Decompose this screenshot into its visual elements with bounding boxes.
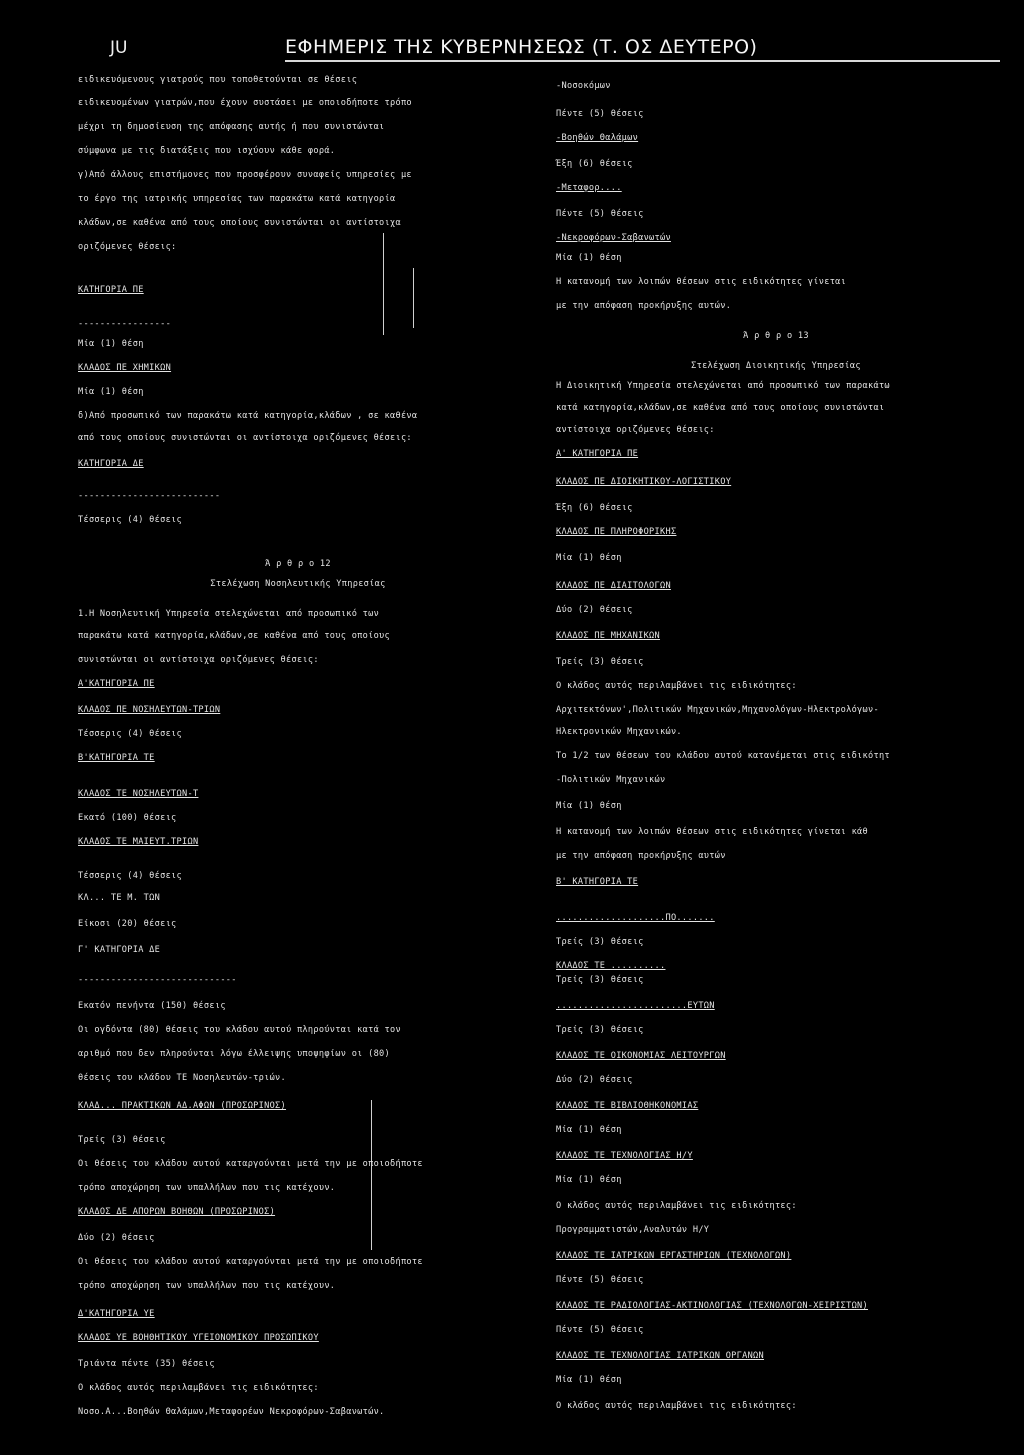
text-line: -Πολιτικών Μηχανικών	[556, 775, 666, 785]
branch-heading: ΚΛΑΔΟΣ ΤΕ ΡΑΔΙΟΛΟΓΙΑΣ-ΑΚΤΙΝΟΛΟΓΙΑΣ (ΤΕΧΝΟΛΟΓΩΝ-ΧΕΙΡΙΣΤΩΝ)	[556, 1301, 869, 1311]
text-line: 1.Η Νοσηλευτική Υπηρεσία στελεχώνεται από προσωπικό των	[78, 609, 380, 619]
margin-mark	[413, 268, 414, 328]
text-line: -Νοσοκόμων	[556, 81, 611, 91]
text-line: δ)Από προσωπικό των παρακάτω κατά κατηγορία,κλάδων , σε καθένα	[78, 411, 418, 421]
text-line: μέχρι τη δημοσίευση της απόφασης αυτής ή που συνιστώνται	[78, 122, 385, 132]
text-line: Τρείς (3) θέσεις	[78, 1135, 166, 1145]
text-line: Εκατό (100) θέσεις	[78, 813, 177, 823]
branch-heading: ΚΛΑΔΟΣ ΤΕ ΜΑΙΕΥΤ.ΤΡΙΩΝ	[78, 837, 199, 847]
text-line: Μία (1) θέση	[556, 253, 622, 263]
text-line: Τρείς (3) θέσεις	[556, 657, 644, 667]
text-line: Οι θέσεις του κλάδου αυτού καταργούνται μετά την με οποιοδήποτε	[78, 1159, 423, 1169]
text-line: Τέσσερις (4) θέσεις	[78, 515, 183, 525]
text-line: Προγραμματιστών,Αναλυτών Η/Υ	[556, 1225, 710, 1235]
text-line: Το 1/2 των θέσεων του κλάδου αυτού κατανέμεται στις ειδικότητ	[556, 751, 890, 761]
page-header	[0, 34, 1024, 64]
text-line: Μία (1) θέση	[556, 801, 622, 811]
text-line: Πέντε (5) θέσεις	[556, 209, 644, 219]
branch-heading: ΚΛΑΔΟΣ ΥΕ ΒΟΗΘΗΤΙΚΟΥ ΥΓΕΙΟΝΟΜΙΚΟΥ ΠΡΟΣΩΠΙΚΟΥ	[78, 1333, 319, 1343]
article-heading: Ά ρ θ ρ ο 13	[743, 331, 809, 341]
text-line: ειδικευομένων γιατρών,που έχουν συστάσει με οποιοδήποτε τρόπο	[78, 98, 412, 108]
text-line: κατά κατηγορία,κλάδων,σε καθένα από τους οποίους συνιστώνται	[556, 403, 885, 413]
text-line: αντίστοιχα οριζόμενες θέσεις:	[556, 425, 715, 435]
text-line: Εκατόν πενήντα (150) θέσεις	[78, 1001, 226, 1011]
text-line: Μία (1) θέση	[556, 553, 622, 563]
category-heading: Α' ΚΑΤΗΓΟΡΙΑ ΠΕ	[556, 449, 639, 459]
text-line: Τέσσερις (4) θέσεις	[78, 729, 183, 739]
text-line: Πέντε (5) θέσεις	[556, 1325, 644, 1335]
category-heading: ΚΑΤΗΓΟΡΙΑ ΠΕ	[78, 285, 144, 295]
branch-heading: ΚΛΑΔΟΣ ΤΕ ..........	[556, 961, 666, 971]
category-heading: Γ' ΚΑΤΗΓΟΡΙΑ ΔΕ	[78, 945, 161, 955]
branch-heading: ΚΛΑΔΟΣ ΠΕ ΔΙΟΙΚΗΤΙΚΟΥ-ΛΟΓΙΣΤΙΚΟΥ	[556, 477, 732, 487]
branch-heading: ΚΛΑΔΟΣ ΠΕ ΝΟΣΗΛΕΥΤΩΝ-ΤΡΙΩΝ	[78, 705, 221, 715]
specialty-heading: -Μεταφορ....	[556, 183, 622, 193]
branch-heading: ........................ΕΥΤΩΝ	[556, 1001, 715, 1011]
text-line: Ο κλάδος αυτός περιλαμβάνει τις ειδικότητες:	[556, 1401, 797, 1411]
text-line: Τρείς (3) θέσεις	[556, 975, 644, 985]
text-line: Μία (1) θέση	[78, 339, 144, 349]
text-line: Είκοσι (20) θέσεις	[78, 919, 177, 929]
text-line: Μία (1) θέση	[556, 1375, 622, 1385]
branch-heading: ΚΛΑΔΟΣ ΤΕ ΤΕΧΝΟΛΟΓΙΑΣ Η/Υ	[556, 1151, 693, 1161]
branch-heading: ΚΛΑΔΟΣ ΤΕ ΝΟΣΗΛΕΥΤΩΝ-Τ	[78, 789, 199, 799]
text-line: Τρείς (3) θέσεις	[556, 937, 644, 947]
text-line: Ο κλάδος αυτός περιλαμβάνει τις ειδικότητες:	[78, 1383, 319, 1393]
text-line: τρόπο αποχώρηση των υπαλλήλων που τις κατέχουν.	[78, 1281, 336, 1291]
margin-mark	[371, 1100, 372, 1250]
text-line: Τέσσερις (4) θέσεις	[78, 871, 183, 881]
text-line: Η κατανομή των λοιπών θέσεων στις ειδικότητες γίνεται κάθ	[556, 827, 869, 837]
article-heading: Ά ρ θ ρ ο 12	[265, 559, 331, 569]
branch-heading: ΚΛΑΔΟΣ ΤΕ ΤΕΧΝΟΛΟΓΙΑΣ ΙΑΤΡΙΚΩΝ ΟΡΓΑΝΩΝ	[556, 1351, 765, 1361]
text-line: Τρείς (3) θέσεις	[556, 1025, 644, 1035]
text-line: συνιστώνται οι αντίστοιχα οριζόμενες θέσεις:	[78, 655, 319, 665]
category-heading: Β'ΚΑΤΗΓΟΡΙΑ ΤΕ	[78, 753, 155, 763]
text-line: ειδικευόμενους γιατρούς που τοποθετούνται σε θέσεις	[78, 75, 358, 85]
category-heading: Δ'ΚΑΤΗΓΟΡΙΑ ΥΕ	[78, 1309, 155, 1319]
specialty-heading: -Βοηθών Θαλάμων	[556, 133, 639, 143]
article-subheading: Στελέχωση Διοικητικής Υπηρεσίας	[691, 361, 861, 371]
branch-heading: ΚΛΑΔΟΣ ΤΕ ΒΙΒΛΙΟΘΗΚΟΝΟΜΙΑΣ	[556, 1101, 699, 1111]
branch-heading: ΚΛΑΔΟΣ ΠΕ ΧΗΜΙΚΩΝ	[78, 363, 172, 373]
text-line: Δύο (2) θέσεις	[556, 605, 633, 615]
article-subheading: Στελέχωση Νοσηλευτικής Υπηρεσίας	[210, 579, 386, 589]
category-heading: ΚΑΤΗΓΟΡΙΑ ΔΕ	[78, 459, 144, 469]
specialty-heading: -Νεκροφόρων-Σαβανωτών	[556, 233, 671, 243]
branch-heading: ....................ΠΟ.......	[556, 913, 715, 923]
text-line: Νοσο.Α...Βοηθών Θαλάμων,Μεταφορέων Νεκροφόρων-Σαβανωτών.	[78, 1407, 385, 1417]
text-line: αριθμό που δεν πληρούνται λόγω έλλειψης υποψηφίων οι (80)	[78, 1049, 391, 1059]
category-heading: Β' ΚΑΤΗΓΟΡΙΑ ΤΕ	[556, 877, 639, 887]
branch-heading: ΚΛΑΔ... ΠΡΑΚΤΙΚΩΝ ΑΔ.ΑΦΩΝ (ΠΡΟΣΩΡΙΝΟΣ)	[78, 1101, 287, 1111]
text-line: από τους οποίους συνιστώνται οι αντίστοιχα οριζόμενες θέσεις:	[78, 433, 412, 443]
text-line: Πέντε (5) θέσεις	[556, 1275, 644, 1285]
separator: -----------------	[78, 319, 172, 329]
text-line: γ)Από άλλους επιστήμονες που προσφέρουν συναφείς υπηρεσίες με	[78, 170, 412, 180]
text-line: παρακάτω κατά κατηγορία,κλάδων,σε καθένα από τους οποίους	[78, 631, 391, 641]
text-line: Δύο (2) θέσεις	[78, 1233, 155, 1243]
category-heading: Α'ΚΑΤΗΓΟΡΙΑ ΠΕ	[78, 679, 155, 689]
text-line: Οι θέσεις του κλάδου αυτού καταργούνται μετά την με οποιοδήποτε	[78, 1257, 423, 1267]
text-line: θέσεις του κλάδου ΤΕ Νοσηλευτών-τριών.	[78, 1073, 287, 1083]
text-line: Πέντε (5) θέσεις	[556, 109, 644, 119]
separator: --------------------------	[78, 491, 221, 501]
text-line: Αρχιτεκτόνων',Πολιτικών Μηχανικών,Μηχανολόγων-Ηλεκτρολόγων-	[556, 705, 879, 715]
text-line: Μία (1) θέση	[556, 1125, 622, 1135]
separator: -----------------------------	[78, 975, 237, 985]
text-line: τρόπο αποχώρηση των υπαλλήλων που τις κατέχουν.	[78, 1183, 336, 1193]
page-number: JU	[110, 38, 128, 58]
text-line: Η Διοικητική Υπηρεσία στελεχώνεται από προσωπικό των παρακάτω	[556, 381, 890, 391]
text-line: Η κατανομή των λοιπών θέσεων στις ειδικότητες γίνεται	[556, 277, 847, 287]
text-line: Ο κλάδος αυτός περιλαμβάνει τις ειδικότητες:	[556, 681, 797, 691]
text-line: σύμφωνα με τις διατάξεις που ισχύουν κάθε φορά.	[78, 146, 336, 156]
branch-heading: ΚΛ... ΤΕ Μ. ΤΩΝ	[78, 893, 161, 903]
branch-heading: ΚΛΑΔΟΣ ΠΕ ΠΛΗΡΟΦΟΡΙΚΗΣ	[556, 527, 677, 537]
margin-mark	[383, 233, 384, 335]
header-rule	[285, 60, 1000, 62]
text-line: Μία (1) θέση	[78, 387, 144, 397]
text-line: οριζόμενες θέσεις:	[78, 242, 177, 252]
text-line: κλάδων,σε καθένα από τους οποίους συνιστώνται οι αντίστοιχα	[78, 218, 401, 228]
text-line: Έξη (6) θέσεις	[556, 159, 633, 169]
text-line: με την απόφαση προκήρυξης αυτών.	[556, 301, 732, 311]
text-line: το έργο της ιατρικής υπηρεσίας των παρακάτω κατά κατηγορία	[78, 194, 396, 204]
text-line: Ηλεκτρονικών Μηχανικών.	[556, 727, 682, 737]
branch-heading: ΚΛΑΔΟΣ ΔΕ ΑΠΟΡΩΝ ΒΟΗΘΩΝ (ΠΡΟΣΩΡΙΝΟΣ)	[78, 1207, 276, 1217]
text-line: Έξη (6) θέσεις	[556, 503, 633, 513]
branch-heading: ΚΛΑΔΟΣ ΠΕ ΔΙΑΙΤΟΛΟΓΩΝ	[556, 581, 671, 591]
gazette-title: ΕΦΗΜΕΡΙΣ ΤΗΣ ΚΥΒΕΡΝΗΣΕΩΣ (Τ. ΟΣ ΔΕΥΤΕΡΟ)	[285, 36, 758, 58]
text-line: Μία (1) θέση	[556, 1175, 622, 1185]
text-line: Δύο (2) θέσεις	[556, 1075, 633, 1085]
branch-heading: ΚΛΑΔΟΣ ΠΕ ΜΗΧΑΝΙΚΩΝ	[556, 631, 661, 641]
text-line: Οι ογδόντα (80) θέσεις του κλάδου αυτού πληρούνται κατά τον	[78, 1025, 401, 1035]
text-line: με την απόφαση προκήρυξης αυτών	[556, 851, 726, 861]
branch-heading: ΚΛΑΔΟΣ ΤΕ ΙΑΤΡΙΚΩΝ ΕΡΓΑΣΤΗΡΙΩΝ (ΤΕΧΝΟΛΟΓΩΝ)	[556, 1251, 792, 1261]
text-line: Τριάντα πέντε (35) θέσεις	[78, 1359, 215, 1369]
text-line: Ο κλάδος αυτός περιλαμβάνει τις ειδικότητες:	[556, 1201, 797, 1211]
branch-heading: ΚΛΑΔΟΣ ΤΕ ΟΙΚΟΝΟΜΙΑΣ ΛΕΙΤΟΥΡΓΩΝ	[556, 1051, 726, 1061]
